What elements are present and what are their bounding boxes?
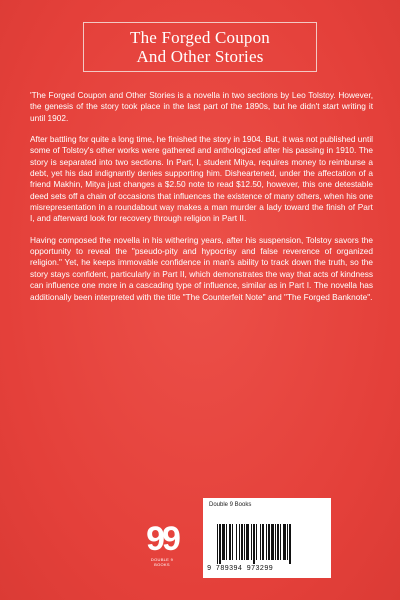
barcode-bar xyxy=(287,524,288,560)
barcode-bar xyxy=(226,524,227,560)
description-paragraph-2: After battling for quite a long time, he finished the story in 1904. But, it was not published until some of Tolstoy's other works were gathered and anthologized after his passing in 1910. The story is separated into two sections. In Part, I, student Mitya, requires money to reimburse a debt, yet his dad indignantly denies supporting him. Disheartened, under the affectation of a friend Makhin, Mitya just changes a $2.50 note to read $12.50, however, this one detestable deed sets off a chain of occasions that influences the existence of many others, when his one misrepresentation in a roundabout way makes a man murder a lady toward the finish of Part I, and afterward look for recovery through religion in Part II. xyxy=(30,134,373,224)
barcode-bar xyxy=(244,524,245,560)
barcode-bar xyxy=(236,524,237,560)
publisher-logo-text: DOUBLE 9 BOOKS xyxy=(150,557,174,567)
barcode-bar xyxy=(232,524,233,560)
barcode-bar xyxy=(222,524,225,560)
title-line-2: And Other Stories xyxy=(136,47,264,66)
publisher-logo xyxy=(143,522,181,570)
barcode-bar xyxy=(275,524,276,560)
barcode-panel xyxy=(203,498,331,578)
description-paragraph-1: 'The Forged Coupon and Other Stories is a novella in two sections by Leo Tolstoy. However, the genesis of the story took place in the last part of the 1890s, but he didn't start writing it until 1902. xyxy=(30,90,373,123)
barcode-bar xyxy=(268,524,270,560)
isbn-number: 9 789394 973299 xyxy=(207,565,274,573)
barcode-bar xyxy=(262,524,264,560)
barcode-bar xyxy=(271,524,274,560)
description-paragraph-3: Having composed the novella in his withering years, after his suspension, Tolstoy savors the opportunity to reveal the "pseudo-pity and hypocrisy and false reverence of organized religion." Yet, he keeps immovable confidence in man's ability to track down the truth, so the story stays confident, particularly in Part II, which demonstrates the way that acts of kindness can influence one more in a cascading type of influence, similar as in Part I. The novella has additionally been interpreted with the title "The Counterfeit Note" and "The Forged Banknote". xyxy=(30,234,373,302)
barcode-bar xyxy=(251,524,252,560)
barcode-bar xyxy=(246,524,249,560)
barcode-bar xyxy=(260,524,261,560)
barcode-bar xyxy=(253,524,255,564)
barcode-bar xyxy=(266,524,267,560)
publisher-logo-mark: 99 xyxy=(146,520,178,558)
barcode-bar xyxy=(283,524,286,560)
barcode-bar xyxy=(241,524,243,560)
publisher-name: Double 9 Books xyxy=(209,502,252,508)
title-frame xyxy=(83,22,317,72)
barcode-bar xyxy=(229,524,231,560)
barcode-bar xyxy=(239,524,240,560)
barcode-bar xyxy=(256,524,257,560)
title-line-1: The Forged Coupon xyxy=(129,28,271,47)
book-description xyxy=(30,90,373,313)
barcode-bar xyxy=(277,524,279,560)
barcode-bar xyxy=(280,524,281,560)
barcode xyxy=(217,524,317,564)
barcode-bar xyxy=(289,524,291,564)
barcode-bar xyxy=(219,524,221,564)
barcode-bar xyxy=(217,524,218,564)
